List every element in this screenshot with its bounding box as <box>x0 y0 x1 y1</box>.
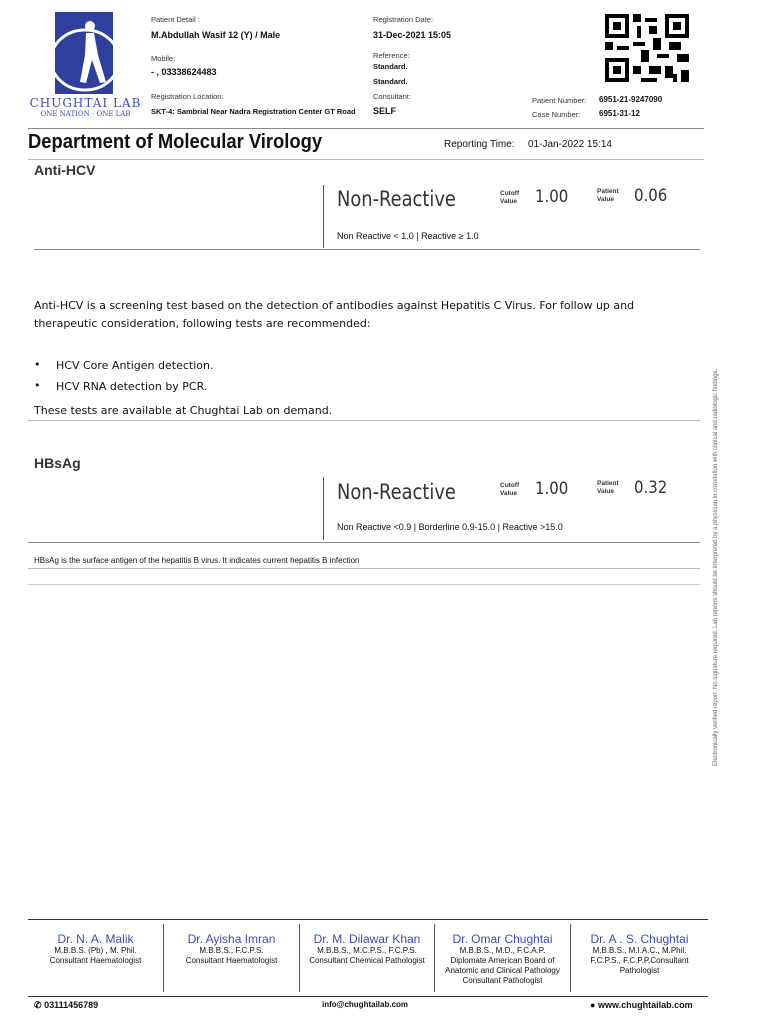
mobile: - , 03338624483 <box>151 67 217 77</box>
anti-hcv-divider <box>34 249 700 250</box>
footer-bottom-divider <box>28 996 708 997</box>
reg-date: 31-Dec-2021 15:05 <box>373 30 452 40</box>
reg-date-label: Registration Date: <box>373 15 434 24</box>
reporting-time: 01-Jan-2022 15:14 <box>528 139 612 150</box>
doctor-quals: M.B.B.S., F.C.P.S. <box>199 946 264 955</box>
header-divider <box>28 128 704 129</box>
doctor-name: Dr. Omar Chughtai <box>452 932 553 946</box>
doctor-name: Dr. M. Dilawar Khan <box>313 932 421 946</box>
cutoff-label-anti-hcv: Cutoff Value <box>500 190 520 205</box>
hcv-comment-divider <box>28 420 700 421</box>
phone-icon: ✆ <box>34 1000 42 1010</box>
hcv-comment-paragraph: Anti-HCV is a screening test based on the detection of antibodies against Hepatitis C Virus. For follow up and therapeutic consideration, following tests are recommended: <box>34 299 635 330</box>
reference-2: Standard. <box>373 77 408 86</box>
doctor-card-2 <box>164 932 299 966</box>
result-divider-hbsag <box>323 477 324 540</box>
patient-label-anti-hcv: Patient Value <box>597 188 619 203</box>
footer-website[interactable]: ● www.chughtailab.com <box>590 1000 693 1010</box>
doctor-card-3 <box>300 932 434 966</box>
patient-detail: M.Abdullah Wasif 12 (Y) / Male <box>151 30 281 40</box>
hbsag-divider <box>28 542 700 543</box>
department-divider <box>28 159 704 160</box>
test-name-anti-hcv: Anti-HCV <box>34 162 96 178</box>
cutoff-value-hbsag: 1.00 <box>535 479 569 499</box>
mobile-label: Mobile: <box>151 54 176 63</box>
result-hbsag: Non-Reactive <box>337 480 456 504</box>
doctor-name: Dr. A . S. Chughtai <box>590 932 689 946</box>
consultant: SELF <box>373 106 397 116</box>
reg-location: SKT-4: Sambrial Near Nadra Registration Center GT Road <box>151 107 356 116</box>
consultant-label: Consultant: <box>373 92 411 101</box>
globe-icon: ● <box>590 1000 596 1010</box>
doctor-title: F.C.P.S., F.C.P.P.Consultant Pathologist <box>590 956 689 975</box>
logo-tagline: ONE NATION · ONE LAB <box>40 110 131 118</box>
department-title: Department of Molecular Virology <box>28 131 323 153</box>
doctor-quals: M.B.B.S., M.I.A.C., M.Phil. <box>592 946 687 955</box>
patient-number: 6951-21-9247090 <box>599 95 663 104</box>
patient-value-hbsag: 0.32 <box>634 478 668 498</box>
logo-text: CHUGHTAI LAB <box>29 96 142 110</box>
result-anti-hcv: Non-Reactive <box>337 187 456 211</box>
doctor-title: Consultant Haematologist <box>185 956 278 965</box>
reference-1: Standard. <box>373 62 408 71</box>
logo-emblem <box>28 10 143 95</box>
hbsag-comment-divider-1 <box>28 568 700 569</box>
reference-label: Reference: <box>373 51 410 60</box>
doctor-name: Dr. N. A. Malik <box>57 932 134 946</box>
patient-detail-label: Patient Detail : <box>151 15 200 24</box>
footer-top-divider <box>28 919 708 920</box>
doctor-name: Dr. Ayisha Imran <box>187 932 276 946</box>
doctor-card-1 <box>28 932 163 966</box>
hbsag-comment: HBsAg is the surface antigen of the hepatitis B virus. It indicates current hepatitis B infection <box>34 556 360 565</box>
doctor-card-5 <box>571 932 708 976</box>
result-divider-anti-hcv <box>323 185 324 248</box>
doctor-title: Diplomate American Board of Anatomic and Clinical Pathology Consultant Pathologist <box>445 956 560 985</box>
qr-code <box>605 14 689 82</box>
test-name-hbsag: HBsAg <box>34 455 81 471</box>
case-number-label: Case Number: <box>532 110 581 119</box>
doctor-quals: M.B.B.S. (Pb) , M. Phil. <box>54 946 137 955</box>
doctor-title: Consultant Haematologist <box>49 956 142 965</box>
cutoff-value-anti-hcv: 1.00 <box>535 187 569 207</box>
reference-range-hbsag: Non Reactive <0.9 | Borderline 0.9-15.0 | Reactive >15.0 <box>337 522 563 532</box>
side-note: Electronically verified report. No signature required. Lab reports should be interpreted by a physician in correlation with clinical and radiologic findings. <box>713 368 719 766</box>
doctor-quals: M.B.B.S., M.D., F.C.A.P. <box>459 946 546 955</box>
patient-value-anti-hcv: 0.06 <box>634 186 668 206</box>
cutoff-label-hbsag: Cutoff Value <box>500 482 520 497</box>
footer-email[interactable]: info@chughtailab.com <box>322 1000 409 1009</box>
reference-range-anti-hcv: Non Reactive < 1.0 | Reactive ≥ 1.0 <box>337 231 479 241</box>
doctor-title: Consultant Chemical Pathologist <box>309 956 425 965</box>
hbsag-comment-divider-2 <box>28 584 700 585</box>
case-number: 6951-31-12 <box>599 109 640 118</box>
reg-location-label: Registration Location: <box>151 92 224 101</box>
footer-phone[interactable]: ✆ 03111456789 <box>34 1000 99 1010</box>
lab-logo <box>28 10 143 122</box>
doctor-card-4 <box>435 932 570 986</box>
hcv-comment-closing: These tests are available at Chughtai Lab on demand. <box>34 404 333 417</box>
patient-label-hbsag: Patient Value <box>597 480 619 495</box>
patient-number-label: Patient Number: <box>532 96 587 105</box>
doctor-quals: M.B.B.S., M.C.P.S., F.C.P.S. <box>317 946 417 955</box>
reporting-time-label: Reporting Time: <box>444 139 515 150</box>
